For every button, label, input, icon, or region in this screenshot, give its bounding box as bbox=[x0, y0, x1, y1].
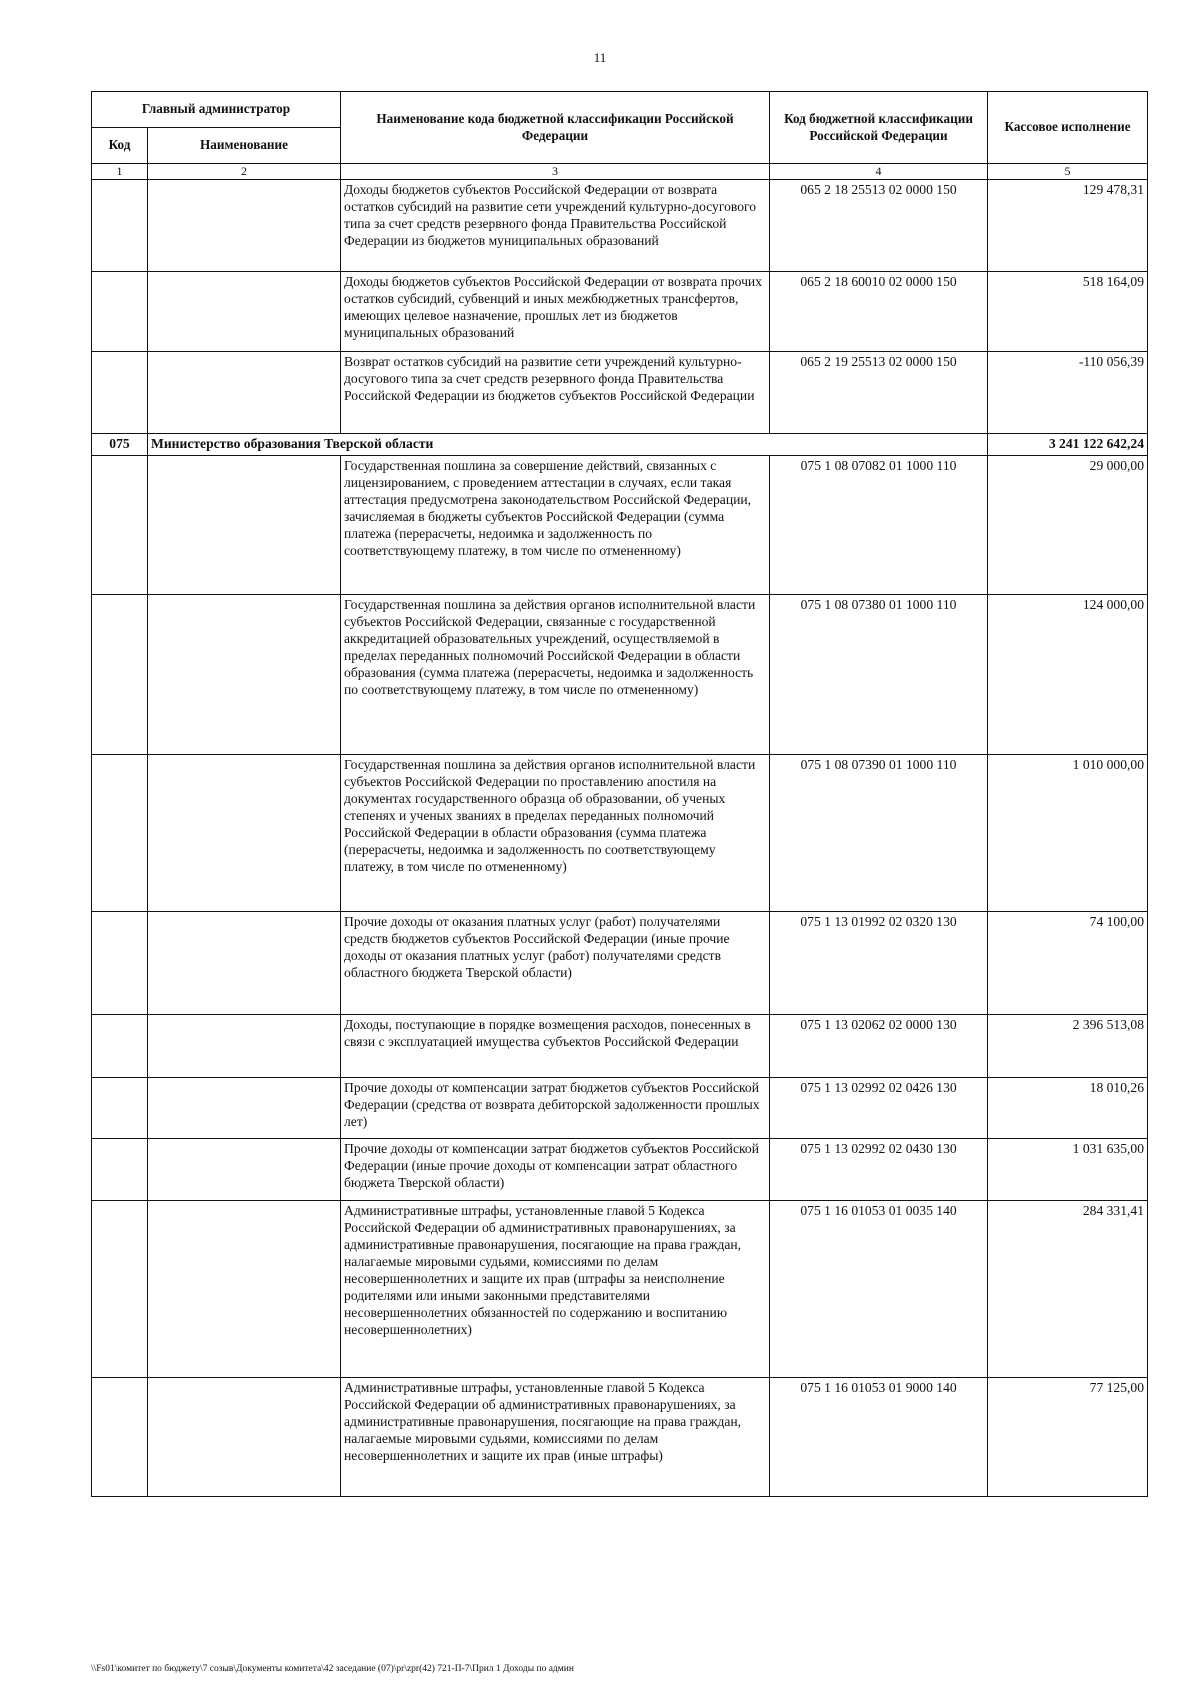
admin-code-cell bbox=[92, 754, 148, 911]
row-amount: 29 000,00 bbox=[988, 455, 1148, 594]
table-row bbox=[92, 271, 1148, 351]
table-row bbox=[92, 455, 1148, 594]
section-total: 3 241 122 642,24 bbox=[988, 433, 1148, 455]
header-kbk-code: Код бюджетной классификации Российской Федерации bbox=[770, 92, 988, 164]
row-kbk-code: 075 1 08 07082 01 1000 110 bbox=[770, 455, 988, 594]
row-description: Прочие доходы от оказания платных услуг (работ) получателями средств бюджетов субъектов Российской Федерации (иные прочие доходы от оказания платных услуг (работ) получателями средств областного бюджета Тверской области) bbox=[341, 911, 770, 1014]
admin-name-cell bbox=[148, 1014, 341, 1077]
row-description: Доходы, поступающие в порядке возмещения расходов, понесенных в связи с эксплуатацией имущества субъектов Российской Федерации bbox=[341, 1014, 770, 1077]
row-description: Административные штрафы, установленные главой 5 Кодекса Российской Федерации об административных правонарушениях, за административные правонарушения, посягающие на права граждан, налагаемые мировыми судьями, комиссиями по делам несовершеннолетних и защите их прав (иные штрафы) bbox=[341, 1377, 770, 1496]
row-amount: 2 396 513,08 bbox=[988, 1014, 1148, 1077]
section-spacer bbox=[341, 433, 988, 455]
table-row bbox=[92, 911, 1148, 1014]
row-description: Возврат остатков субсидий на развитие сети учреждений культурно-досугового типа за счет средств резервного фонда Правительства Российской Федерации из бюджетов субъектов Российской Федерации bbox=[341, 351, 770, 433]
admin-code-cell bbox=[92, 1138, 148, 1200]
row-description: Государственная пошлина за действия органов исполнительной власти субъектов Российской Федерации, связанные с государственной аккредитацией образовательных учреждений, осуществляемой в пределах переданных полномочий Российской Федерации в области образования (сумма платежа (перерасчеты, недоимка и задолженность по соответствующему платежу, в том числе по отмененному) bbox=[341, 594, 770, 754]
admin-section-row bbox=[92, 433, 1148, 455]
row-amount: 77 125,00 bbox=[988, 1377, 1148, 1496]
table-row bbox=[92, 1077, 1148, 1138]
table-row bbox=[92, 1200, 1148, 1377]
row-description: Государственная пошлина за совершение действий, связанных с лицензированием, с проведением аттестации в случаях, если такая аттестация предусмотрена законодательством Российской Федерации, зачисляемая в бюджеты субъектов Российской Федерации (сумма платежа (перерасчеты, недоимка и задолженность по соответствующему платежу, в том числе по отмененному) bbox=[341, 455, 770, 594]
row-amount: 18 010,26 bbox=[988, 1077, 1148, 1138]
table-row bbox=[92, 1377, 1148, 1496]
row-kbk-code: 065 2 18 25513 02 0000 150 bbox=[770, 179, 988, 271]
admin-code-cell bbox=[92, 1077, 148, 1138]
row-kbk-code: 075 1 13 01992 02 0320 130 bbox=[770, 911, 988, 1014]
row-amount: 124 000,00 bbox=[988, 594, 1148, 754]
row-description: Доходы бюджетов субъектов Российской Федерации от возврата остатков субсидий на развитие сети учреждений культурно-досугового типа за счет средств резервного фонда Правительства Российской Федерации из бюджетов муниципальных образований bbox=[341, 179, 770, 271]
header-code: Код bbox=[92, 128, 148, 164]
admin-code-cell bbox=[92, 455, 148, 594]
table-row bbox=[92, 351, 1148, 433]
row-kbk-code: 065 2 19 25513 02 0000 150 bbox=[770, 351, 988, 433]
row-amount: 1 010 000,00 bbox=[988, 754, 1148, 911]
row-description: Прочие доходы от компенсации затрат бюджетов субъектов Российской Федерации (иные прочие доходы от компенсации затрат областного бюджета Тверской области) bbox=[341, 1138, 770, 1200]
admin-code-cell bbox=[92, 271, 148, 351]
row-description: Доходы бюджетов субъектов Российской Федерации от возврата прочих остатков субсидий, субвенций и иных межбюджетных трансфертов, имеющих целевое назначение, прошлых лет из бюджетов муниципальных образований bbox=[341, 271, 770, 351]
section-admin-code: 075 bbox=[92, 433, 148, 455]
row-kbk-code: 075 1 13 02062 02 0000 130 bbox=[770, 1014, 988, 1077]
row-amount: 74 100,00 bbox=[988, 911, 1148, 1014]
admin-name-cell bbox=[148, 1200, 341, 1377]
row-amount: -110 056,39 bbox=[988, 351, 1148, 433]
row-kbk-code: 075 1 08 07380 01 1000 110 bbox=[770, 594, 988, 754]
footer-file-path: \\Fs01\комитет по бюджету\7 созыв\Документы комитета\42 заседание (07)\pr\zpr(42) 721-П-7\Прил 1 Доходы по админ bbox=[91, 1664, 574, 1674]
column-number: 5 bbox=[988, 164, 1148, 180]
admin-name-cell bbox=[148, 754, 341, 911]
section-admin-name: Министерство образования Тверской области bbox=[148, 433, 341, 455]
row-kbk-code: 075 1 08 07390 01 1000 110 bbox=[770, 754, 988, 911]
admin-name-cell bbox=[148, 1377, 341, 1496]
row-kbk-code: 075 1 13 02992 02 0430 130 bbox=[770, 1138, 988, 1200]
table-row bbox=[92, 594, 1148, 754]
column-number-row bbox=[92, 164, 1148, 180]
admin-name-cell bbox=[148, 1077, 341, 1138]
admin-name-cell bbox=[148, 911, 341, 1014]
admin-name-cell bbox=[148, 455, 341, 594]
row-description: Административные штрафы, установленные главой 5 Кодекса Российской Федерации об административных правонарушениях, за административные правонарушения, посягающие на права граждан, налагаемые мировыми судьями, комиссиями по делам несовершеннолетних и защите их прав (штрафы за неисполнение родителями или иными законными представителями несовершеннолетних обязанностей по содержанию и воспитанию несовершеннолетних) bbox=[341, 1200, 770, 1377]
admin-code-cell bbox=[92, 1014, 148, 1077]
table-row bbox=[92, 1138, 1148, 1200]
admin-code-cell bbox=[92, 1200, 148, 1377]
column-number: 2 bbox=[148, 164, 341, 180]
admin-code-cell bbox=[92, 1377, 148, 1496]
admin-name-cell bbox=[148, 179, 341, 271]
revenue-table bbox=[91, 91, 1148, 1497]
header-name: Наименование bbox=[148, 128, 341, 164]
row-amount: 284 331,41 bbox=[988, 1200, 1148, 1377]
row-kbk-code: 075 1 16 01053 01 0035 140 bbox=[770, 1200, 988, 1377]
table-row bbox=[92, 1014, 1148, 1077]
row-amount: 129 478,31 bbox=[988, 179, 1148, 271]
admin-name-cell bbox=[148, 594, 341, 754]
admin-name-cell bbox=[148, 1138, 341, 1200]
table-row bbox=[92, 754, 1148, 911]
row-description: Государственная пошлина за действия органов исполнительной власти субъектов Российской Федерации по проставлению апостиля на документах государственного образца об образовании, об ученых степенях и ученых званиях в пределах переданных полномочий Российской Федерации в области образования (сумма платежа (перерасчеты, недоимка и задолженность по соответствующему платежу, в том числе по отмененному) bbox=[341, 754, 770, 911]
table-header-row bbox=[92, 92, 1148, 128]
admin-code-cell bbox=[92, 911, 148, 1014]
row-kbk-code: 075 1 13 02992 02 0426 130 bbox=[770, 1077, 988, 1138]
row-description: Прочие доходы от компенсации затрат бюджетов субъектов Российской Федерации (средства от возврата дебиторской задолженности прошлых лет) bbox=[341, 1077, 770, 1138]
row-amount: 1 031 635,00 bbox=[988, 1138, 1148, 1200]
admin-name-cell bbox=[148, 271, 341, 351]
column-number: 3 bbox=[341, 164, 770, 180]
page-number: 11 bbox=[593, 50, 607, 65]
header-kbk-name: Наименование кода бюджетной классификации Российской Федерации bbox=[341, 92, 770, 164]
row-amount: 518 164,09 bbox=[988, 271, 1148, 351]
header-main-admin: Главный администратор bbox=[92, 92, 341, 128]
admin-code-cell bbox=[92, 179, 148, 271]
header-execution: Кассовое исполнение bbox=[988, 92, 1148, 164]
admin-code-cell bbox=[92, 351, 148, 433]
row-kbk-code: 075 1 16 01053 01 9000 140 bbox=[770, 1377, 988, 1496]
column-number: 1 bbox=[92, 164, 148, 180]
admin-code-cell bbox=[92, 594, 148, 754]
table-row bbox=[92, 179, 1148, 271]
row-kbk-code: 065 2 18 60010 02 0000 150 bbox=[770, 271, 988, 351]
column-number: 4 bbox=[770, 164, 988, 180]
admin-name-cell bbox=[148, 351, 341, 433]
